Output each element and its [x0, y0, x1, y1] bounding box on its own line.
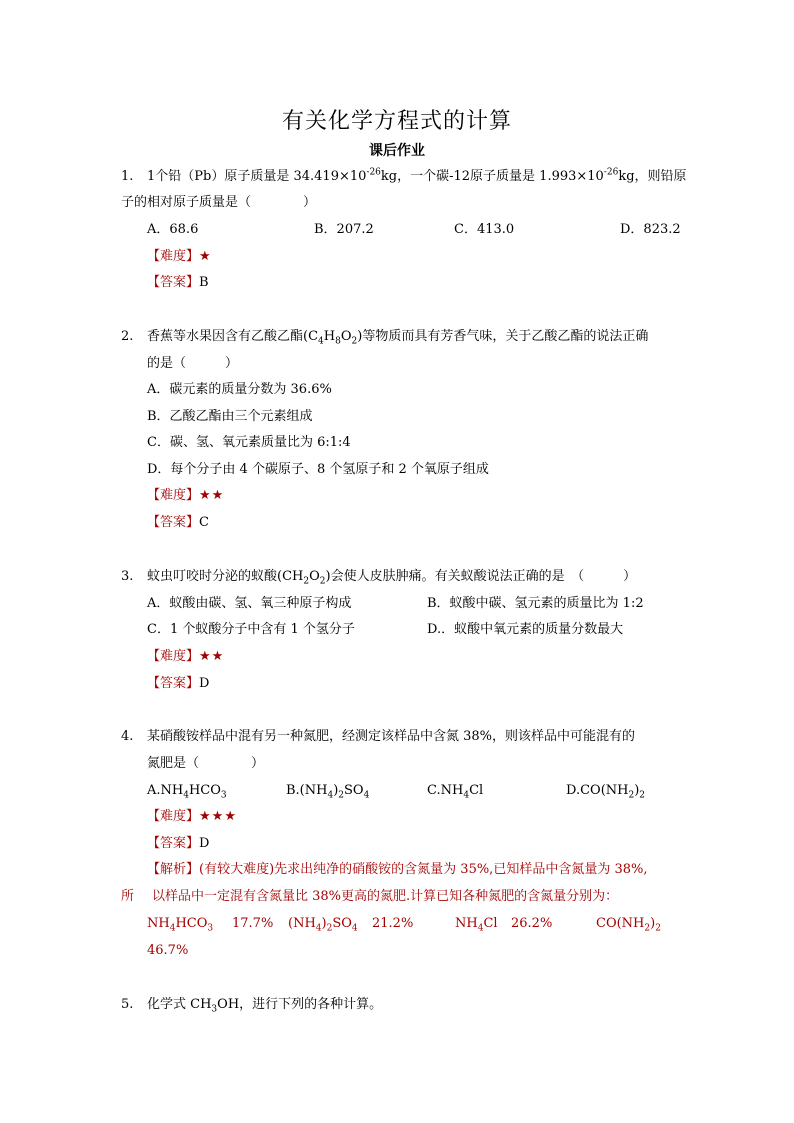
q4-opt-b-p1: B.(NH	[286, 783, 328, 798]
q2-option-a: A．碳元素的质量分数为 36.6%	[147, 382, 332, 397]
difficulty-label: 【难度】	[147, 649, 200, 664]
q1-answer-value: B	[199, 275, 209, 290]
q4-opt-d-s1: 2	[628, 790, 635, 801]
q4-n4-p2: )	[650, 916, 656, 931]
q4-n2-value: 21.2%	[372, 916, 414, 931]
q2-sub1: 4	[318, 336, 324, 347]
q2-option-b: B．乙酸乙酯由三个元素组成	[147, 409, 313, 424]
q4-analysis-prefix: 所	[121, 889, 135, 904]
q4-opt-a-p2: HCO	[188, 783, 221, 798]
q4-analysis-line2: 以样品中一定混有含氮量比 38%更高的氮肥.计算已知各种氮肥的含氮量分别为：	[152, 889, 619, 904]
q4-n1-s2: 3	[207, 923, 214, 934]
q4-n2-p2: )	[321, 916, 327, 931]
page-title: 有关化学方程式的计算	[281, 109, 512, 134]
q4-analysis-line1	[147, 861, 647, 879]
q4-n4-value: 46.7%	[147, 943, 189, 958]
q4-text-line1: 某硝酸铵样品中混有另一种氮肥，经测定该样品中含氮 38%，则该样品中可能混有的	[147, 729, 636, 744]
q4-n3-p1: NH	[455, 916, 478, 931]
q4-n2-s2: 2	[326, 923, 333, 934]
q4-option-a	[147, 782, 227, 800]
difficulty-label: 【难度】	[147, 488, 200, 503]
q1-exp2: -26	[603, 167, 619, 178]
q1-option-a: A．68.6	[147, 222, 199, 237]
q2-text-line1	[147, 328, 648, 346]
q4-n2-p1: (NH	[288, 916, 316, 931]
q4-opt-b-s2: 2	[338, 790, 345, 801]
q3-sub1: 2	[303, 576, 310, 587]
q1-option-d: D．823.2	[620, 222, 681, 237]
q1-text-line2: 子的相对原子质量是（ ）	[121, 195, 317, 210]
q1-text-c: kg，则铅原	[618, 169, 687, 184]
q4-option-b	[286, 782, 369, 800]
q4-opt-a-p1: A.NH	[147, 783, 184, 798]
q3-text-a: 蚊虫叮咬时分泌的蚁酸(CH	[147, 569, 304, 584]
q4-n1-p2: HCO	[175, 916, 208, 931]
q1-difficulty	[147, 248, 212, 266]
q2-difficulty-stars: ★★	[199, 488, 225, 503]
q1-difficulty-stars: ★	[199, 249, 212, 264]
q4-opt-d-p2: )	[634, 783, 640, 798]
answer-label: 【答案】	[147, 515, 200, 530]
q4-text-line2: 氮肥是（ ）	[147, 756, 265, 771]
q2-text-d: )等物质而具有芳香气味，关于乙酸乙酯的说法正确	[357, 329, 649, 344]
q4-n1-formula	[147, 915, 213, 933]
q5-text-line1	[147, 996, 382, 1014]
q2-option-c: C．碳、氢、氧元素质量比为 6:1:4	[147, 435, 351, 450]
q4-n4-s1: 2	[644, 923, 651, 934]
q1-option-b: B．207.2	[314, 222, 374, 237]
q4-n2-formula	[288, 915, 358, 933]
q4-n3-value: 26.2%	[511, 916, 553, 931]
difficulty-label: 【难度】	[147, 809, 200, 824]
q4-n2-s1: 4	[315, 923, 322, 934]
q4-number: 4.	[121, 729, 134, 744]
q4-n4-s2: 2	[655, 923, 661, 934]
analysis-label: 【解析】	[147, 862, 200, 877]
answer-label: 【答案】	[147, 676, 200, 691]
q3-answer	[147, 675, 209, 693]
q3-option-a: A．蚁酸由碳、氢、氧三种原子构成	[147, 596, 352, 611]
q4-analysis-text1: (有较大难度)先求出纯净的硝酸铵的含氮量为 35%,已知样品中含氮量为 38%,	[199, 862, 648, 877]
q2-text-b: H	[323, 329, 336, 344]
q4-opt-a-s2: 3	[220, 790, 227, 801]
q3-difficulty	[147, 648, 224, 666]
q4-n2-p3: SO	[332, 916, 352, 931]
q1-text-a: 1个铅（Pb）原子质量是 34.419×10	[147, 169, 367, 184]
q3-option-b: B．蚁酸中碳、氢元素的质量比为 1:2	[427, 596, 644, 611]
q3-option-d: D.．蚁酸中氧元素的质量分数最大	[427, 622, 624, 637]
q4-n1-value: 17.7%	[232, 916, 274, 931]
q3-text-line1	[147, 568, 636, 586]
q3-number: 3.	[121, 569, 134, 584]
q2-answer-value: C	[199, 515, 209, 530]
q4-opt-d-p1: D.CO(NH	[566, 783, 629, 798]
q4-n3-s1: 4	[477, 923, 484, 934]
q1-exp1: -26	[366, 167, 381, 178]
q4-difficulty	[147, 808, 237, 826]
page-subtitle: 课后作业	[369, 143, 425, 159]
q4-n4-p1: CO(NH	[596, 916, 645, 931]
q1-text-b: kg，一个碳-12原子质量是 1.993×10	[380, 169, 604, 184]
q5-number: 5.	[121, 997, 134, 1012]
q4-n3-p2: Cl	[483, 916, 498, 931]
q4-difficulty-stars: ★★★	[199, 809, 237, 824]
q4-opt-b-s3: 4	[363, 790, 370, 801]
q4-opt-b-s1: 4	[327, 790, 334, 801]
q2-sub2: 8	[335, 336, 341, 347]
q1-option-c: C．413.0	[454, 222, 515, 237]
q2-sub3: 2	[351, 336, 358, 347]
q2-answer	[147, 514, 209, 532]
q1-answer	[147, 274, 209, 292]
q3-option-c: C．1 个蚁酸分子中含有 1 个氢分子	[147, 622, 355, 637]
q3-difficulty-stars: ★★	[199, 649, 225, 664]
q3-text-c: )会使人皮肤肿痛。有关蚁酸说法正确的是 （ ）	[325, 569, 637, 584]
q4-n1-p1: NH	[147, 916, 170, 931]
q1-text-line1	[147, 168, 687, 186]
q4-n2-s3: 4	[351, 923, 358, 934]
q2-option-d: D．每个分子由 4 个碳原子、8 个氢原子和 2 个氧原子组成	[147, 462, 489, 477]
q4-opt-b-p2: )	[333, 783, 339, 798]
q4-opt-a-s1: 4	[183, 790, 189, 801]
q2-text-line2: 的是（ ）	[147, 356, 239, 371]
q1-number: 1.	[121, 169, 134, 184]
q2-text-c: O	[340, 329, 352, 344]
q5-text-a: 化学式 CH	[147, 997, 212, 1012]
answer-label: 【答案】	[147, 275, 200, 290]
q4-option-d	[566, 782, 645, 800]
q2-number: 2.	[121, 329, 134, 344]
q2-difficulty	[147, 487, 224, 505]
q3-sub2: 2	[319, 576, 326, 587]
q4-n3-formula	[455, 915, 498, 933]
q4-answer-value: D	[199, 836, 210, 851]
difficulty-label: 【难度】	[147, 249, 200, 264]
q3-text-b: O	[309, 569, 320, 584]
q4-n4-formula	[596, 915, 661, 933]
q3-answer-value: D	[199, 676, 210, 691]
q4-opt-c-s1: 4	[463, 790, 470, 801]
q4-opt-c-p2: Cl	[469, 783, 484, 798]
q5-sub1: 3	[211, 1004, 218, 1015]
answer-label: 【答案】	[147, 836, 200, 851]
q4-opt-d-s2: 2	[639, 790, 646, 801]
q4-option-c	[427, 782, 483, 800]
q4-opt-c-p1: C.NH	[427, 783, 464, 798]
q2-text-a: 香蕉等水果因含有乙酸乙酯(C	[147, 329, 319, 344]
q5-text-b: OH，进行下列的各种计算。	[217, 997, 383, 1012]
q4-opt-b-p3: SO	[344, 783, 364, 798]
q4-answer	[147, 835, 209, 853]
q4-n1-s1: 4	[169, 923, 176, 934]
